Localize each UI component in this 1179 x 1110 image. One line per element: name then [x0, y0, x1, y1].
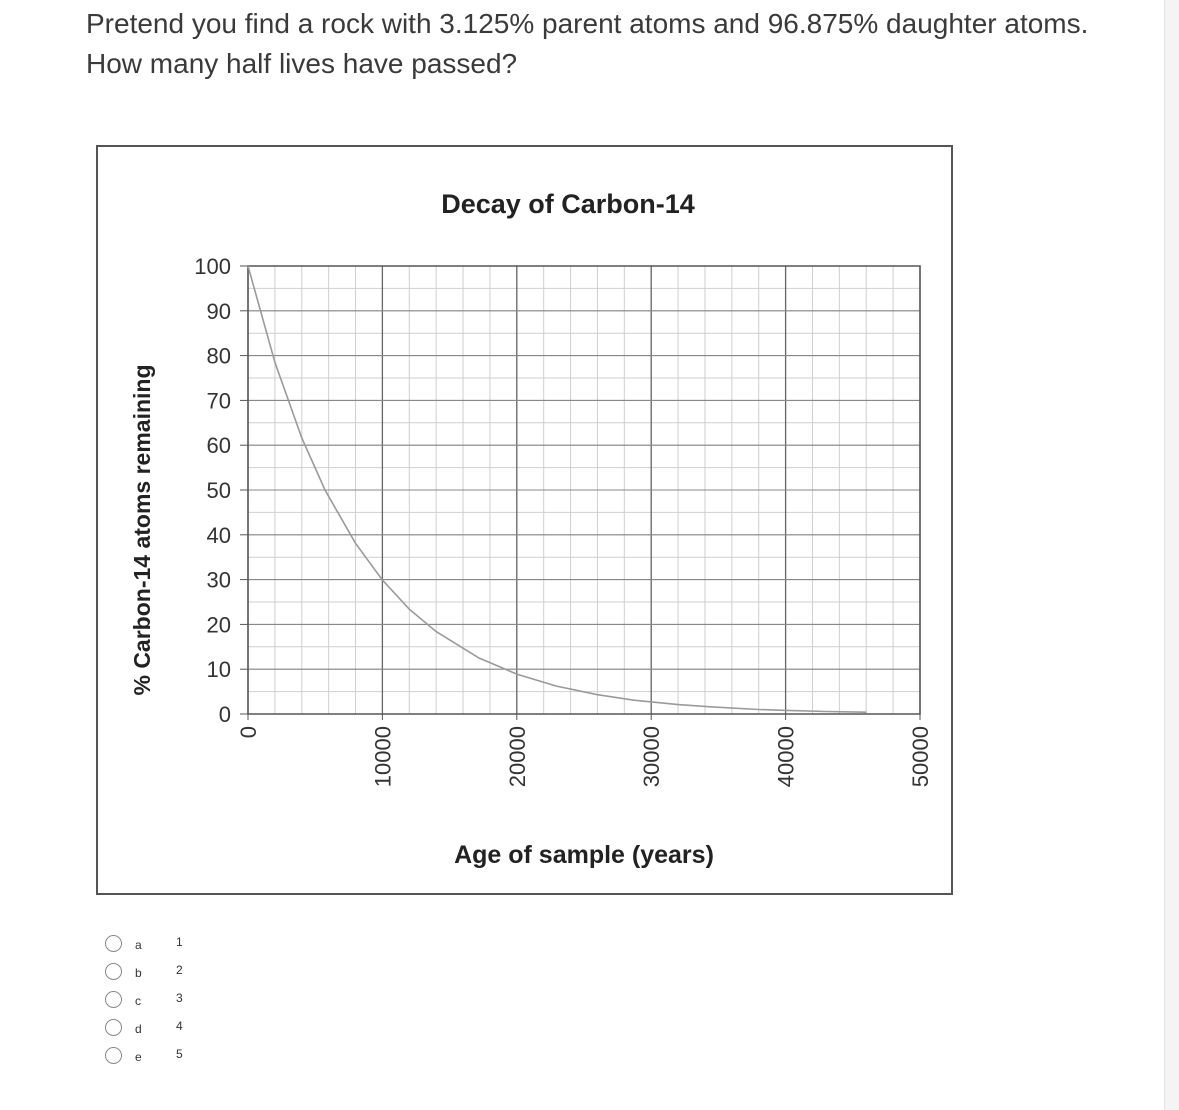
y-tick-label: 40 [206, 522, 231, 548]
y-axis-label: % Carbon-14 atoms remaining [129, 364, 155, 696]
chart-title: Decay of Carbon-14 [441, 189, 695, 219]
y-tick-label: 50 [206, 478, 231, 503]
x-tick-label: 0 [236, 726, 261, 739]
x-tick-label: 30000 [639, 726, 665, 788]
choice-letter: d [135, 1022, 142, 1036]
y-tick-label: 70 [206, 388, 231, 414]
radio-button[interactable] [105, 963, 122, 980]
y-tick-labels [194, 254, 248, 727]
choice-letter: c [135, 994, 141, 1008]
x-tick-label: 50000 [908, 726, 933, 788]
question-text: Pretend you find a rock with 3.125% parent atoms and 96.875% daughter atoms. How many half lives have passed? [86, 8, 1089, 79]
decay-chart [96, 145, 953, 895]
choice-value: 5 [176, 1047, 183, 1061]
choice-value: 3 [176, 991, 183, 1005]
y-tick-label: 60 [206, 433, 231, 459]
x-axis-label: Age of sample (years) [454, 841, 714, 869]
choice-value: 1 [176, 935, 183, 949]
x-tick-label: 10000 [370, 726, 396, 788]
radio-button[interactable] [105, 935, 122, 952]
scrollbar-track[interactable] [1164, 0, 1179, 1110]
y-tick-label: 0 [218, 702, 231, 727]
choice-value: 4 [176, 1019, 183, 1033]
choice-letter: a [135, 938, 142, 952]
radio-button[interactable] [105, 1019, 122, 1036]
x-tick-label: 40000 [773, 726, 799, 788]
radio-button[interactable] [105, 1047, 122, 1064]
radio-button[interactable] [105, 991, 122, 1008]
y-tick-label: 20 [206, 612, 231, 638]
y-tick-label: 80 [206, 343, 231, 369]
y-tick-label: 30 [206, 567, 231, 593]
choice-value: 2 [176, 963, 183, 977]
x-tick-labels [236, 714, 933, 787]
chart-svg [98, 147, 955, 897]
choice-letter: b [135, 966, 142, 980]
y-tick-label: 100 [194, 254, 231, 279]
y-tick-label: 90 [206, 298, 231, 324]
x-tick-label: 20000 [504, 726, 530, 788]
choice-letter: e [135, 1050, 142, 1064]
y-tick-label: 10 [206, 657, 231, 683]
